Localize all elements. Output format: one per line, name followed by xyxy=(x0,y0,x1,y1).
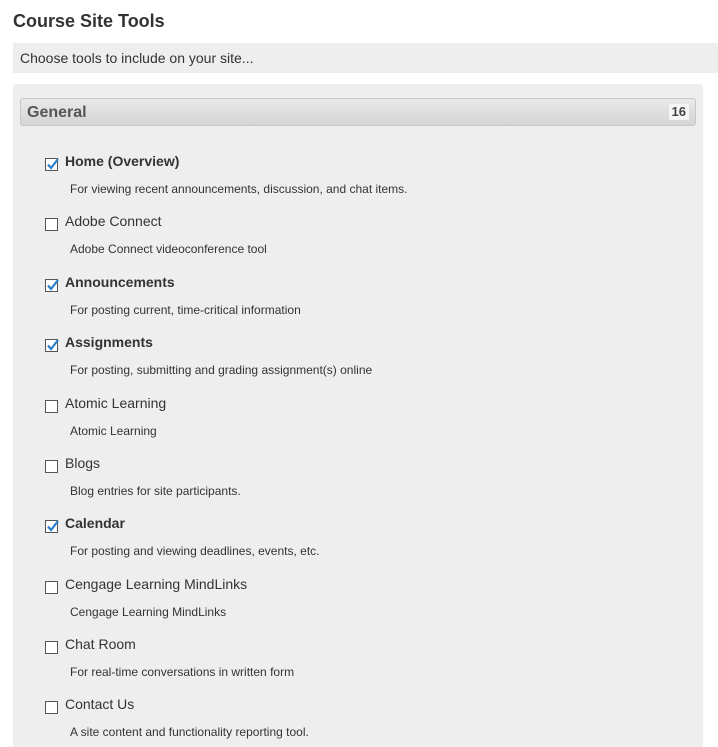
tool-item-assignments xyxy=(13,332,703,392)
tool-checkbox-atomic-learning[interactable] xyxy=(45,400,58,413)
tool-label-assignments[interactable]: Assignments xyxy=(65,334,153,350)
tool-checkbox-assignments[interactable] xyxy=(45,339,58,352)
tool-checkbox-announcements[interactable] xyxy=(45,279,58,292)
checkmark-icon xyxy=(46,158,59,171)
tool-label-announcements[interactable]: Announcements xyxy=(65,274,175,290)
tool-item-chat-room xyxy=(13,634,703,694)
tool-label-atomic-learning[interactable]: Atomic Learning xyxy=(65,395,167,411)
tool-checkbox-adobe-connect[interactable] xyxy=(45,218,58,231)
tool-checkbox-blogs[interactable] xyxy=(45,460,58,473)
tool-checkbox-chat-room[interactable] xyxy=(45,641,58,654)
tool-desc-chat-room: For real-time conversations in written form xyxy=(70,665,295,679)
tool-checkbox-contact-us[interactable] xyxy=(45,701,58,714)
category-panel-general xyxy=(13,84,703,747)
tool-desc-announcements: For posting current, time-critical information xyxy=(70,303,301,317)
tool-label-blogs[interactable]: Blogs xyxy=(65,455,101,471)
tool-label-calendar[interactable]: Calendar xyxy=(65,515,125,531)
tool-desc-home: For viewing recent announcements, discussion, and chat items. xyxy=(70,182,408,196)
tool-item-calendar xyxy=(13,513,703,573)
tool-desc-adobe-connect: Adobe Connect videoconference tool xyxy=(70,242,267,256)
tool-desc-cengage-mindlinks: Cengage Learning MindLinks xyxy=(70,605,227,619)
tool-item-announcements xyxy=(13,272,703,332)
tool-label-adobe-connect[interactable]: Adobe Connect xyxy=(65,213,162,229)
tool-desc-calendar: For posting and viewing deadlines, events, etc. xyxy=(70,544,320,558)
tool-desc-contact-us: A site content and functionality reporting tool. xyxy=(70,725,309,739)
tool-label-cengage-mindlinks[interactable]: Cengage Learning MindLinks xyxy=(65,576,248,592)
checkmark-icon xyxy=(46,279,59,292)
checkmark-icon xyxy=(46,339,59,352)
tool-item-atomic-learning xyxy=(13,393,703,453)
tool-label-home[interactable]: Home (Overview) xyxy=(65,153,180,169)
tool-item-cengage-mindlinks xyxy=(13,574,703,634)
instruction-bar xyxy=(13,43,718,73)
tool-desc-blogs: Blog entries for site participants. xyxy=(70,484,241,498)
category-count-badge: 16 xyxy=(669,104,689,120)
tool-item-adobe-connect xyxy=(13,211,703,271)
tool-item-blogs xyxy=(13,453,703,513)
tool-checkbox-cengage-mindlinks[interactable] xyxy=(45,581,58,594)
category-title: General xyxy=(27,104,87,121)
tool-label-contact-us[interactable]: Contact Us xyxy=(65,696,135,712)
checkmark-icon xyxy=(46,520,59,533)
tool-desc-atomic-learning: Atomic Learning xyxy=(70,424,157,438)
category-header[interactable] xyxy=(20,98,696,126)
instruction-text: Choose tools to include on your site... xyxy=(20,50,254,66)
tool-item-contact-us xyxy=(13,694,703,747)
tool-item-home xyxy=(13,151,703,211)
tool-desc-assignments: For posting, submitting and grading assignment(s) online xyxy=(70,363,373,377)
tool-checkbox-calendar[interactable] xyxy=(45,520,58,533)
page-title: Course Site Tools xyxy=(13,11,165,31)
tool-checkbox-home[interactable] xyxy=(45,158,58,171)
tool-label-chat-room[interactable]: Chat Room xyxy=(65,636,136,652)
